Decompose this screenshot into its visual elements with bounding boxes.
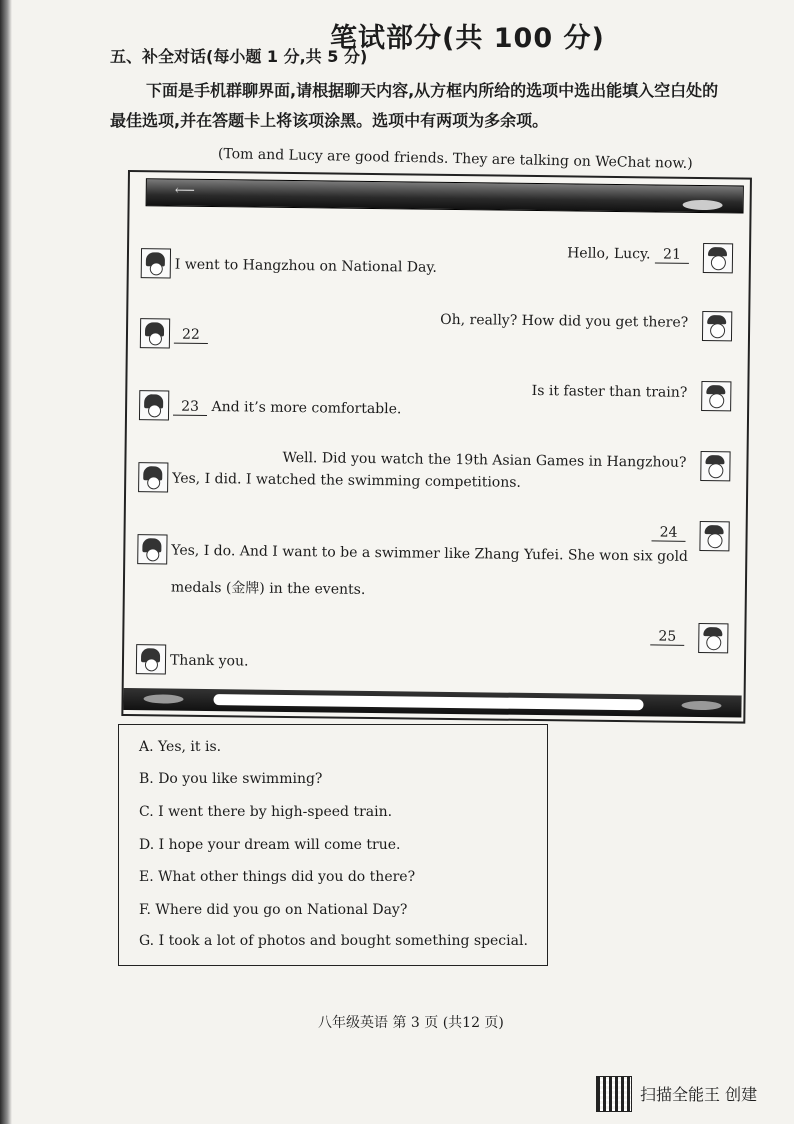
option-item: C. I went there by high-speed train. (139, 804, 393, 820)
page-title: 笔试部分(共 100 分) (330, 23, 605, 54)
boy-avatar-icon (703, 243, 733, 273)
option-item: E. What other things did you do there? (139, 869, 416, 885)
voice-icon (143, 694, 183, 703)
boy-avatar-icon (699, 521, 729, 551)
section-heading: 五、补全对话(每小题 1 分,共 5 分) (110, 47, 368, 66)
dialogue-intro: (Tom and Lucy are good friends. They are talking on WeChat now.) (217, 146, 693, 172)
scan-edge-shadow (0, 0, 12, 1124)
options-box (118, 724, 548, 966)
girl-avatar-icon (136, 644, 166, 674)
instruction-line-2: 最佳选项,并在答题卡上将该项涂黑。选项中有两项为多余项。 (110, 111, 549, 130)
chat-message: Is it faster than train? (531, 382, 688, 401)
chat-window (121, 170, 752, 724)
girl-avatar-icon (138, 462, 168, 492)
chat-message: medals (金牌) in the events. (170, 579, 366, 598)
chat-top-bar (146, 178, 744, 213)
option-item: B. Do you like swimming? (139, 771, 323, 787)
girl-avatar-icon (140, 318, 170, 348)
chat-message-25 (650, 628, 684, 645)
chat-message-22 (174, 327, 208, 344)
instruction-line-1: 下面是手机群聊界面,请根据聊天内容,从方框内所给的选项中选出能填入空白处的 (146, 81, 719, 100)
option-item: F. Where did you go on National Day? (139, 902, 408, 918)
chat-message: Yes, I did. I watched the swimming competitions. (172, 470, 522, 491)
answer-blank-23: 23 (173, 399, 207, 416)
chat-message: Well. Did you watch the 19th Asian Games in Hangzhou? (282, 449, 687, 471)
answer-blank-22: 22 (174, 327, 208, 344)
chat-message-24 (652, 524, 686, 541)
answer-blank-21: 21 (655, 246, 689, 263)
chat-message-23: 23 And it’s more comfortable. (173, 399, 402, 419)
emoji-icon (681, 701, 721, 710)
chat-message: I went to Hangzhou on National Day. (174, 256, 437, 276)
option-item: G. I took a lot of photos and bought something special. (139, 933, 528, 949)
chat-message: Yes, I do. And I want to be a swimmer like Zhang Yufei. She won six gold (171, 542, 689, 565)
chat-message: Oh, really? How did you get there? (440, 311, 689, 331)
page-footer: 八年级英语 第 3 页 (共12 页) (318, 1015, 504, 1031)
boy-avatar-icon (701, 381, 731, 411)
answer-blank-25: 25 (650, 628, 684, 645)
girl-avatar-icon (141, 248, 171, 278)
chat-message: Thank you. (169, 652, 249, 670)
girl-avatar-icon (137, 534, 167, 564)
girl-avatar-icon (139, 390, 169, 420)
option-item: D. I hope your dream will come true. (139, 837, 401, 853)
scanner-watermark: 扫描全能王 创建 (640, 1085, 758, 1104)
boy-avatar-icon (698, 623, 728, 653)
back-arrow-icon: ⟵ (174, 182, 195, 199)
answer-blank-24: 24 (652, 524, 686, 541)
option-item: A. Yes, it is. (139, 739, 222, 755)
menu-icon (683, 200, 723, 210)
chat-input-bar (123, 688, 741, 718)
chat-message-21: Hello, Lucy. 21 (567, 245, 689, 263)
boy-avatar-icon (702, 311, 732, 341)
qr-code-icon (596, 1076, 632, 1112)
chat-input-field (213, 694, 643, 710)
boy-avatar-icon (700, 451, 730, 481)
